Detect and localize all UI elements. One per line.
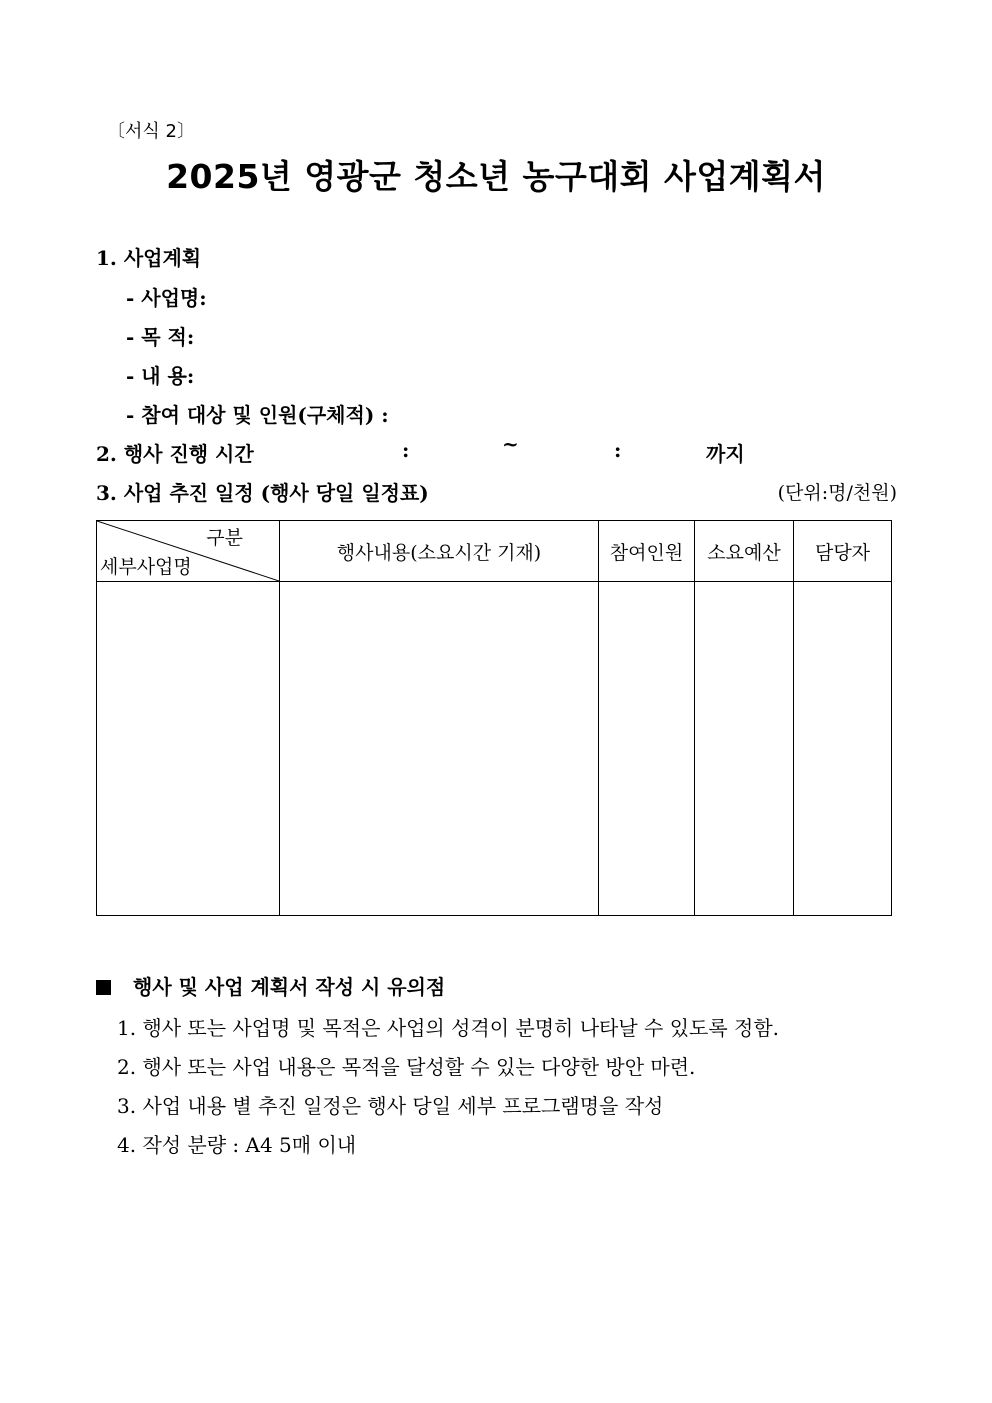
field-purpose: - 목 적: xyxy=(126,325,195,349)
section3-heading: 3. 사업 추진 일정 (행사 당일 일정표) xyxy=(96,481,429,505)
unit-note: (단위:명/천원) xyxy=(777,482,897,504)
table-header-row xyxy=(97,521,892,582)
time-colon-start: : xyxy=(402,438,410,462)
cell-subproject-name[interactable] xyxy=(97,582,280,916)
notes-heading xyxy=(96,971,445,1000)
schedule-table xyxy=(96,520,892,916)
note-item: 2. 행사 또는 사업 내용은 목적을 달성할 수 있는 다양한 방안 마련. xyxy=(117,1055,696,1079)
cell-participants[interactable] xyxy=(599,582,695,916)
time-colon-end: : xyxy=(614,438,622,462)
black-square-icon xyxy=(96,980,111,995)
header-budget: 소요예산 xyxy=(695,521,794,582)
header-manager: 담당자 xyxy=(794,521,892,582)
diag-subproject-label: 세부사업명 xyxy=(100,556,192,578)
cell-manager[interactable] xyxy=(794,582,892,916)
cell-budget[interactable] xyxy=(695,582,794,916)
notes-heading-text: 행사 및 사업 계획서 작성 시 유의점 xyxy=(133,975,446,999)
note-item: 1. 행사 또는 사업명 및 목적은 사업의 성격이 분명히 나타날 수 있도록 정함. xyxy=(117,1016,780,1040)
page-title: 2025년 영광군 청소년 농구대회 사업계획서 xyxy=(166,157,826,196)
time-tilde: ~ xyxy=(502,432,519,456)
diag-category-label: 구분 xyxy=(206,527,243,549)
cell-event-content[interactable] xyxy=(280,582,599,916)
form-number-label: 〔서식 2〕 xyxy=(107,121,195,142)
header-participants: 참여인원 xyxy=(599,521,695,582)
section1-heading: 1. 사업계획 xyxy=(96,246,202,270)
section2-heading: 2. 행사 진행 시간 xyxy=(96,442,254,466)
time-until-label: 까지 xyxy=(706,442,745,466)
table-row xyxy=(97,582,892,916)
diagonal-header-cell xyxy=(97,521,280,582)
field-business-name: - 사업명: xyxy=(126,286,207,310)
header-event-content: 행사내용(소요시간 기재) xyxy=(280,521,599,582)
field-content: - 내 용: xyxy=(126,364,195,388)
note-item: 3. 사업 내용 별 추진 일정은 행사 당일 세부 프로그램명을 작성 xyxy=(117,1094,664,1118)
field-participants: - 참여 대상 및 인원(구체적) : xyxy=(126,403,389,427)
note-item: 4. 작성 분량 : A4 5매 이내 xyxy=(117,1133,357,1157)
